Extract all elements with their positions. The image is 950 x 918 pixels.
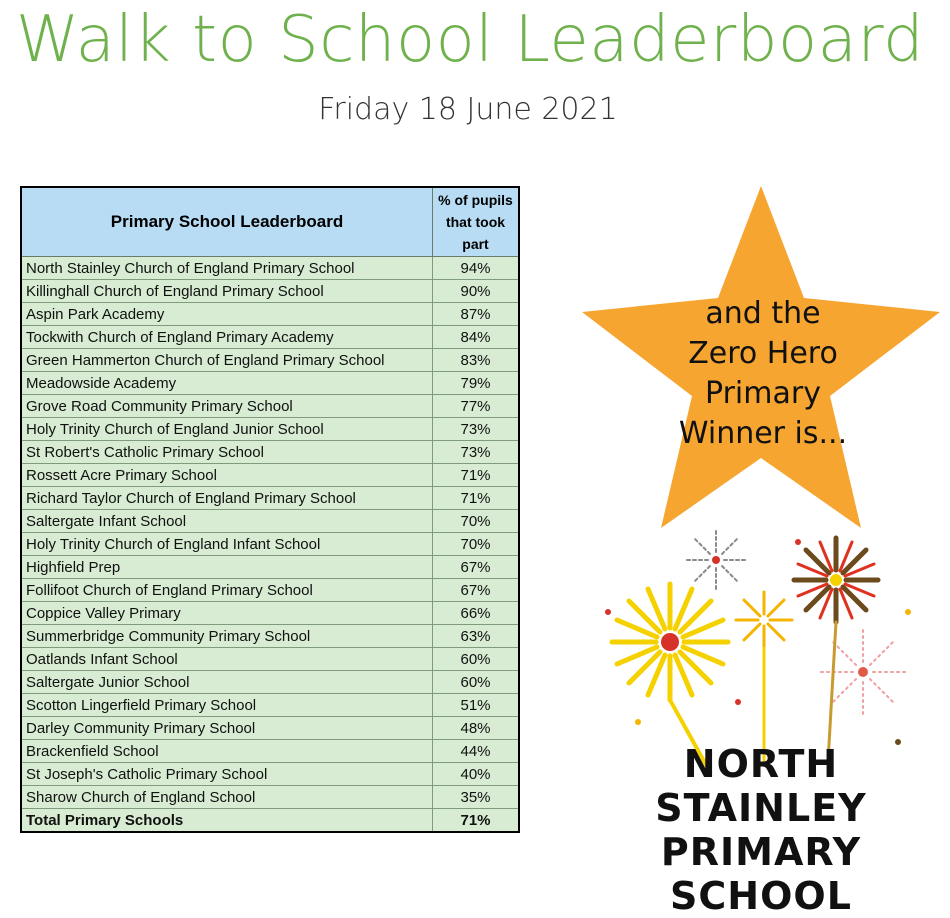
school-name: Darley Community Primary School	[21, 717, 433, 740]
star-announcement	[638, 294, 888, 454]
school-percentage: 40%	[433, 763, 520, 786]
school-percentage: 63%	[433, 625, 520, 648]
winner-line-1: NORTH STAINLEY	[655, 742, 867, 830]
school-name: Killinghall Church of England Primary School	[21, 280, 433, 303]
table-row	[21, 533, 519, 556]
table-row	[21, 349, 519, 372]
total-row	[21, 809, 519, 833]
date-subtitle: Friday 18 June 2021	[318, 92, 618, 127]
table-row	[21, 395, 519, 418]
table-row	[21, 303, 519, 326]
star-fireworks-art	[578, 182, 944, 834]
school-name: Grove Road Community Primary School	[21, 395, 433, 418]
school-name: Summerbridge Community Primary School	[21, 625, 433, 648]
firework-brown	[794, 538, 878, 622]
school-percentage: 70%	[433, 533, 520, 556]
school-name: Oatlands Infant School	[21, 648, 433, 671]
winner-graphic	[578, 182, 944, 918]
star-line-1: and the	[705, 296, 821, 331]
school-name: Rossett Acre Primary School	[21, 464, 433, 487]
school-percentage: 77%	[433, 395, 520, 418]
table-row	[21, 487, 519, 510]
page-title: Walk to School Leaderboard	[15, 3, 925, 77]
table-row	[21, 602, 519, 625]
table-row	[21, 418, 519, 441]
table-header-row	[21, 187, 519, 257]
table-body	[21, 257, 519, 809]
table-row	[21, 510, 519, 533]
table-row	[21, 280, 519, 303]
school-percentage: 66%	[433, 602, 520, 625]
winner-name	[578, 742, 944, 918]
firework-small-grey	[686, 530, 746, 590]
table-row	[21, 740, 519, 763]
school-name: Holy Trinity Church of England Junior School	[21, 418, 433, 441]
school-name: Tockwith Church of England Primary Academy	[21, 326, 433, 349]
school-percentage: 60%	[433, 671, 520, 694]
school-name: Richard Taylor Church of England Primary School	[21, 487, 433, 510]
school-percentage: 71%	[433, 464, 520, 487]
total-percentage: 71%	[433, 809, 520, 833]
total-label: Total Primary Schools	[21, 809, 433, 833]
school-name: St Joseph's Catholic Primary School	[21, 763, 433, 786]
table-row	[21, 694, 519, 717]
school-name: Follifoot Church of England Primary School	[21, 579, 433, 602]
school-name: North Stainley Church of England Primary School	[21, 257, 433, 280]
table-row	[21, 671, 519, 694]
firework-red-yellow-left	[612, 584, 728, 700]
school-percentage: 67%	[433, 579, 520, 602]
school-name: Sharow Church of England School	[21, 786, 433, 809]
school-percentage: 51%	[433, 694, 520, 717]
school-percentage: 67%	[433, 556, 520, 579]
star-line-3: Primary	[705, 376, 821, 411]
school-name: St Robert's Catholic Primary School	[21, 441, 433, 464]
school-percentage: 79%	[433, 372, 520, 395]
school-name: Green Hammerton Church of England Primary School	[21, 349, 433, 372]
header-school: Primary School Leaderboard	[21, 187, 433, 257]
school-name: Scotton Lingerfield Primary School	[21, 694, 433, 717]
table-row	[21, 464, 519, 487]
fireworks-icon	[605, 530, 911, 772]
school-percentage: 90%	[433, 280, 520, 303]
star-line-2: Zero Hero	[688, 336, 838, 371]
school-name: Saltergate Infant School	[21, 510, 433, 533]
school-percentage: 94%	[433, 257, 520, 280]
school-percentage: 87%	[433, 303, 520, 326]
star-line-4: Winner is...	[678, 416, 848, 451]
school-name: Coppice Valley Primary	[21, 602, 433, 625]
school-name: Aspin Park Academy	[21, 303, 433, 326]
table-row	[21, 556, 519, 579]
school-percentage: 35%	[433, 786, 520, 809]
table-row	[21, 326, 519, 349]
school-percentage: 48%	[433, 717, 520, 740]
table-row	[21, 441, 519, 464]
school-percentage: 44%	[433, 740, 520, 763]
table-row	[21, 763, 519, 786]
school-percentage: 60%	[433, 648, 520, 671]
school-percentage: 71%	[433, 487, 520, 510]
school-percentage: 73%	[433, 441, 520, 464]
header-percentage: % of pupils that took part	[433, 187, 520, 257]
school-percentage: 70%	[433, 510, 520, 533]
table-row	[21, 257, 519, 280]
table-row	[21, 717, 519, 740]
school-percentage: 84%	[433, 326, 520, 349]
school-percentage: 73%	[433, 418, 520, 441]
school-name: Saltergate Junior School	[21, 671, 433, 694]
school-name: Brackenfield School	[21, 740, 433, 763]
table-row	[21, 372, 519, 395]
school-name: Holy Trinity Church of England Infant School	[21, 533, 433, 556]
school-percentage: 83%	[433, 349, 520, 372]
school-name: Meadowside Academy	[21, 372, 433, 395]
leaderboard-table	[20, 186, 520, 833]
winner-line-2: PRIMARY SCHOOL	[660, 830, 862, 918]
table-row	[21, 625, 519, 648]
table-row	[21, 786, 519, 809]
table-row	[21, 579, 519, 602]
firework-gold-center	[736, 592, 792, 760]
table-row	[21, 648, 519, 671]
school-name: Highfield Prep	[21, 556, 433, 579]
